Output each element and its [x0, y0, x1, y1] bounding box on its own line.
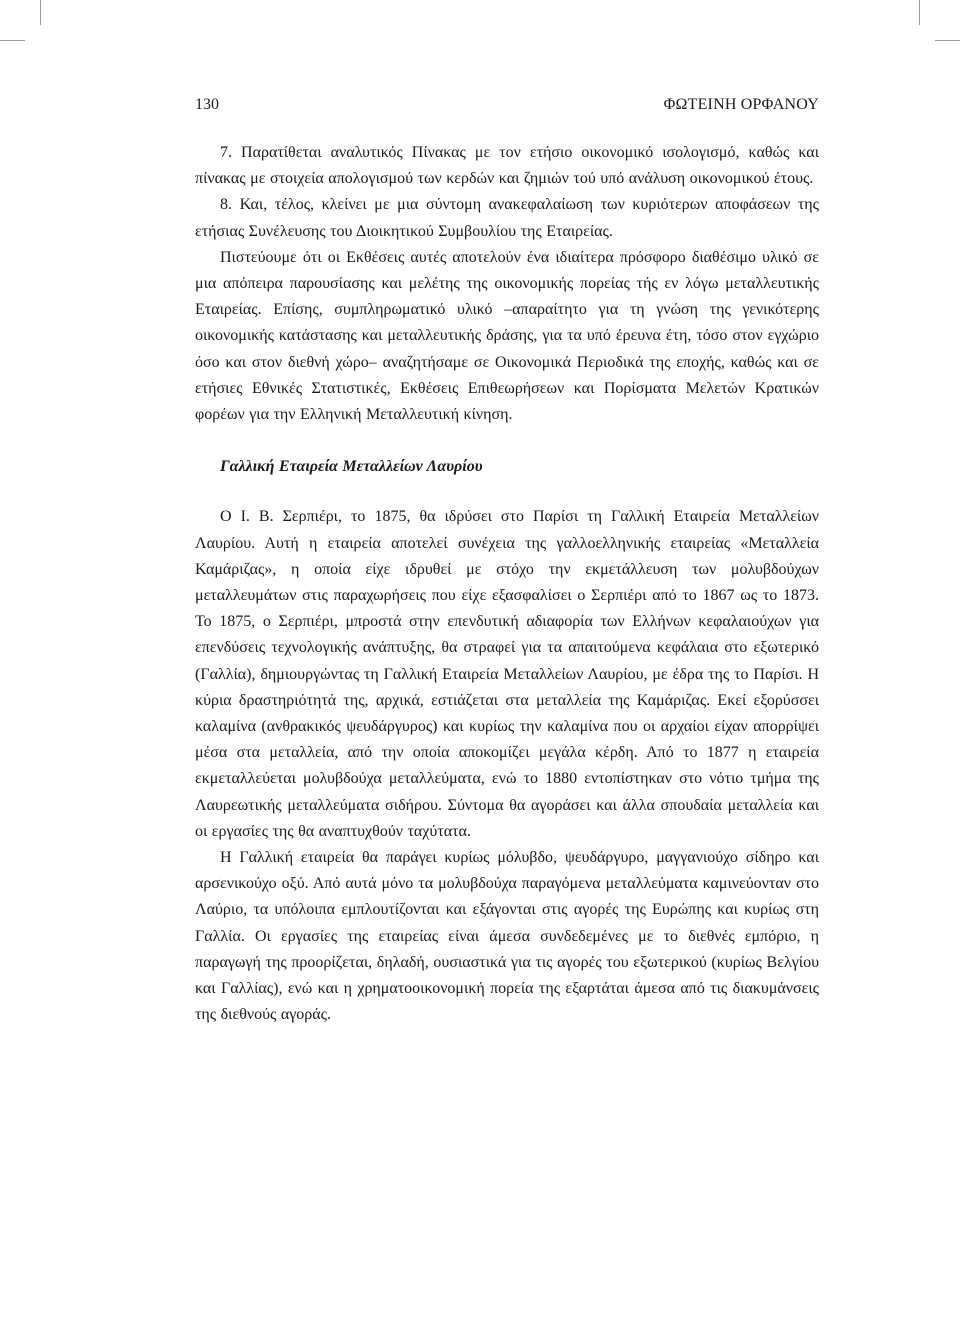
paragraph-item-7: 7. Παρατίθεται αναλυτικός Πίνακας με τον ετήσιο οικονομικό ισολογισμό, καθώς και πίνακας με στοιχεία απολογισμού των κερδών και ζημιών τού υπό ανάλυση οικονομικού έτους. — [195, 144, 819, 188]
paragraph-reports-sources: Πιστεύουμε ότι οι Εκθέσεις αυτές αποτελούν ένα ιδιαίτερα πρόσφορο διαθέσιμο υλικό σε μια απόπειρα παρουσίασης και μελέτης της οικονομικής πορείας τής εν λόγω μεταλλευτικής Εταιρείας. Επίσης, συμπληρωματικό υλικό –απαραίτητο για τη γνώση της γενικότερης οικονομικής κατάστασης και μεταλλευτικής δράσης, για τα υπό έρευνα έτη, τόσο στον εγχώριο όσο και στον διεθνή χώρο– αναζητήσαμε σε Οικονομικά Περιοδικά της εποχής, καθώς και σε ετήσιες Εθνικές Στατιστικές, Εκθέσεις Επιθεωρήσεων και Πορίσματα Μελετών Κρατικών φορέων για την Ελληνική Μεταλλευτική κίνηση. — [195, 248, 819, 424]
page-body — [195, 140, 819, 1029]
paragraph-item-8: 8. Και, τέλος, κλείνει με μια σύντομη ανακεφαλαίωση των κυριότερων αποφάσεων της ετήσιας Συνέλευσης του Διοικητικού Συμβουλίου της Εταιρείας. — [195, 196, 819, 240]
section-heading: Γαλλική Εταιρεία Μεταλλείων Λαυρίου — [220, 458, 483, 476]
paragraph-company-production: Η Γαλλική εταιρεία θα παράγει κυρίως μόλυβδο, ψευδάργυρο, μαγγανιούχο σίδηρο και αρσενικούχο οξύ. Από αυτά μόνο τα μολυβδούχα παραγόμενα μεταλλεύματα καμινεύονταν στο Λαύριο, τα υπόλοιπα εμπλουτίζονται και εξάγονται στις αγορές της Ευρώπης και κυρίως στη Γαλλία. Οι εργασίες της εταιρείας είναι άμεσα συνδεδεμένες με το διεθνές εμπόριο, η παραγωγή της προορίζεται, δηλαδή, ουσιαστικά για τις αγορές του εξωτερικού (κυρίως Βελγίου και Γαλλίας), ενώ και η χρηματοοικονομική πορεία της εξαρτάται άμεσα από τις διακυμάνσεις της διεθνούς αγοράς. — [195, 849, 819, 1024]
page-number: 130 — [195, 96, 219, 113]
crop-mark-top-right-horizontal — [935, 40, 960, 41]
crop-mark-top-left-horizontal — [0, 40, 25, 41]
running-head: ΦΩΤΕΙΝΗ ΟΡΦΑΝΟΥ — [663, 96, 819, 113]
crop-mark-top-left-vertical — [40, 0, 41, 25]
paragraph-company-history: Ο Ι. Β. Σερπιέρι, το 1875, θα ιδρύσει στο Παρίσι τη Γαλλική Εταιρεία Μεταλλείων Λαυρίου. Αυτή η εταιρεία αποτελεί συνέχεια της γαλλοελληνικής εταιρείας «Μεταλλεία Καμάριζας», η οποία είχε ιδρυθεί με στόχο την εκμετάλλευση των μολυβδούχων μεταλλευμάτων στις παραχωρήσεις που είχε εξασφαλίσει ο Σερπιέρι από το 1867 ως το 1873. Το 1875, ο Σερπιέρι, μπροστά στην επενδυτική αδιαφορία των Ελλήνων κεφαλαιούχων για επενδύσεις τεχνολογικής ανάπτυξης, θα στραφεί για τα απαιτούμενα κεφάλαια στο εξωτερικό (Γαλλία), δημιουργώντας τη Γαλλική Εταιρεία Μεταλλείων Λαυρίου, με έδρα της το Παρίσι. Η κύρια δραστηριότητά της, αρχικά, εστιάζεται στα μεταλλεία της Καμάριζας. Εκεί εξορύσσει καλαμίνα (ανθρακικός ψευδάργυρος) και κυρίως την καλαμίνα που οι αρχαίοι είχαν απορρίψει μέσα στα μεταλλεία, από την οποία αποκομίζει μεγάλα κέρδη. Από το 1877 η εταιρεία εκμεταλλεύεται μολυβδούχα μεταλλεύματα, ενώ το 1880 εντοπίστηκαν στο νότιο τμήμα της Λαυρεωτικής μεταλλεύματα σιδήρου. Σύντομα θα αγοράσει και άλλα σπουδαία μεταλλεία και οι εργασίες της θα αναπτυχθούν ταχύτατα. — [195, 508, 819, 840]
crop-mark-top-right-vertical — [919, 0, 920, 25]
